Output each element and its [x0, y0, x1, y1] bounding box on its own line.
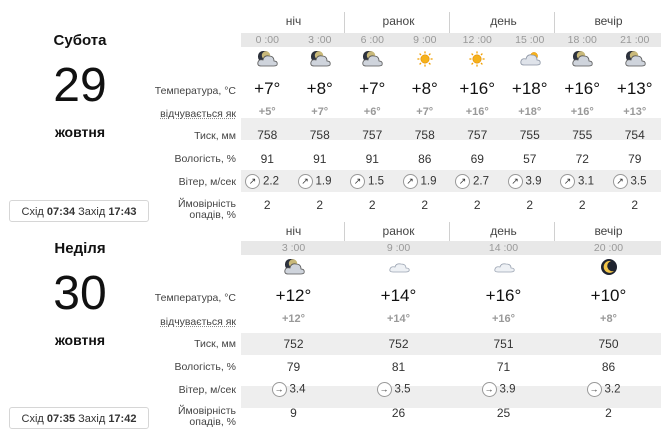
humidity-value: 57 — [523, 152, 537, 166]
pressure-value: 750 — [598, 337, 619, 351]
precip-label-line2: опадів, % — [189, 209, 236, 221]
sunrise-time: 07:34 — [46, 206, 76, 218]
pressure-value: 757 — [467, 128, 488, 142]
temperature-value: +8° — [411, 79, 438, 98]
hour-label: 3 :00 — [308, 34, 332, 46]
sunset-time: 17:42 — [108, 413, 137, 425]
precip-value: 2 — [578, 198, 586, 212]
wind-speed: 1.9 — [420, 175, 437, 188]
hours-bar — [241, 241, 661, 255]
period-header: вечір — [594, 14, 623, 28]
pressure-value: 751 — [493, 337, 514, 351]
sunrise-sunset — [9, 407, 149, 429]
humidity-value: 81 — [391, 360, 406, 374]
feels-like-value: +8° — [600, 313, 617, 325]
wind-direction-icon: → — [272, 382, 287, 397]
temperature-value: +8° — [306, 79, 333, 98]
feels-like-value: +7° — [416, 106, 434, 118]
pressure-value: 755 — [519, 128, 540, 142]
feels-like-value: +18° — [518, 106, 542, 118]
feels-like-value: +7° — [311, 106, 329, 118]
precip-value: 2 — [263, 198, 271, 212]
pressure-value: 757 — [362, 128, 383, 142]
pressure-label: Тиск, мм — [194, 130, 236, 142]
precip-label-line1: Ймовірність — [177, 405, 236, 417]
night-cloud-icon — [256, 50, 278, 68]
wind-speed: 3.9 — [525, 175, 542, 188]
humidity-label: Вологість, % — [174, 153, 236, 165]
sunrise-label: Схід — [21, 413, 44, 425]
wind-speed: 2.7 — [473, 175, 489, 188]
humidity-value: 86 — [601, 360, 616, 374]
period-header: ранок — [382, 224, 415, 238]
wind-direction-icon: ↗ — [350, 174, 365, 189]
sun-icon — [414, 50, 436, 68]
temperature-value: +7° — [359, 79, 386, 98]
humidity-value: 91 — [260, 152, 274, 166]
wind-value — [482, 382, 516, 397]
wind-speed: 3.5 — [394, 383, 411, 396]
precip-label-line2: опадів, % — [189, 416, 236, 428]
precip-value: 2 — [368, 198, 376, 212]
precip-label-line1: Ймовірність — [177, 198, 236, 210]
wind-direction-icon: ↗ — [245, 174, 260, 189]
row-labels — [148, 0, 240, 222]
wind-direction-icon: ↗ — [508, 174, 523, 189]
forecast-grid-sunday — [241, 220, 661, 444]
temperature-label: Температура, °C — [154, 85, 236, 97]
precip-value: 2 — [421, 198, 429, 212]
wind-speed: 3.2 — [604, 383, 621, 396]
cloud-icon — [493, 258, 515, 276]
pressure-value: 752 — [283, 337, 304, 351]
temperature-value: +10° — [590, 286, 627, 305]
day-month: жовтня — [54, 332, 106, 348]
feels-like-value: +13° — [623, 106, 647, 118]
period-divider — [554, 12, 555, 34]
temperature-value: +12° — [275, 286, 312, 305]
hour-label: 21 :00 — [620, 34, 650, 46]
feels-like-value: +16° — [570, 106, 594, 118]
precip-value: 25 — [496, 406, 511, 420]
moon-icon — [598, 258, 620, 276]
cloud-icon — [388, 258, 410, 276]
precip-value: 2 — [316, 198, 324, 212]
wind-direction-icon: → — [482, 382, 497, 397]
humidity-value: 69 — [470, 152, 484, 166]
feels-like-label[interactable]: відчувається як — [160, 316, 236, 328]
hour-label: 6 :00 — [360, 34, 384, 46]
wind-direction-icon: ↗ — [455, 174, 470, 189]
night-cloud-icon — [283, 258, 305, 276]
hour-label: 15 :00 — [515, 34, 545, 46]
precip-label — [178, 406, 236, 428]
sun-cloud-icon — [519, 50, 541, 68]
pressure-value: 752 — [388, 337, 409, 351]
night-cloud-icon — [624, 50, 646, 68]
day-month: жовтня — [54, 124, 106, 140]
period-header: вечір — [594, 224, 623, 238]
humidity-value: 79 — [286, 360, 301, 374]
hours-bar — [241, 33, 661, 47]
wind-value — [272, 382, 306, 397]
day-of-week: Неділя — [54, 240, 106, 257]
wind-speed: 1.9 — [315, 175, 332, 188]
forecast-grid-saturday — [241, 8, 661, 222]
precip-value: 9 — [290, 406, 297, 420]
hour-label: 9 :00 — [386, 242, 411, 254]
feels-like-value: +14° — [386, 313, 411, 325]
period-header: ранок — [382, 14, 415, 28]
wind-direction-icon: ↗ — [298, 174, 313, 189]
wind-value — [613, 174, 647, 189]
day-of-week: Субота — [53, 32, 107, 49]
wind-direction-icon: ↗ — [613, 174, 628, 189]
night-cloud-icon — [309, 50, 331, 68]
wind-speed: 3.5 — [630, 175, 647, 188]
row-labels — [148, 220, 240, 444]
wind-value — [298, 174, 332, 189]
sunset-label: Захід — [78, 413, 106, 425]
hour-label: 0 :00 — [255, 34, 279, 46]
period-header: ніч — [285, 14, 302, 28]
temperature-value: +16° — [564, 79, 601, 98]
temperature-value: +13° — [616, 79, 653, 98]
wind-direction-icon: ↗ — [560, 174, 575, 189]
night-cloud-icon — [361, 50, 383, 68]
temperature-value: +18° — [511, 79, 548, 98]
humidity-value: 91 — [365, 152, 379, 166]
wind-label: Вітер, м/сек — [178, 176, 236, 188]
humidity-value: 71 — [496, 360, 511, 374]
humidity-value: 91 — [313, 152, 327, 166]
temperature-value: +16° — [459, 79, 496, 98]
wind-speed: 3.1 — [578, 175, 594, 188]
hour-label: 14 :00 — [488, 242, 519, 254]
period-header: ніч — [285, 224, 302, 238]
pressure-label: Тиск, мм — [194, 338, 236, 350]
wind-value — [508, 174, 542, 189]
night-cloud-icon — [571, 50, 593, 68]
wind-label: Вітер, м/сек — [178, 384, 236, 396]
temperature-value: +16° — [485, 286, 522, 305]
period-header: день — [490, 224, 517, 238]
pressure-value: 758 — [414, 128, 435, 142]
wind-value — [377, 382, 411, 397]
feels-like-value: +16° — [465, 106, 489, 118]
wind-speed: 2.2 — [263, 175, 279, 188]
sunset-time: 17:43 — [108, 206, 137, 218]
temperature-value: +14° — [380, 286, 417, 305]
day-forecast-sunday — [0, 220, 667, 444]
sun-icon — [466, 50, 488, 68]
sunrise-time: 07:35 — [46, 413, 76, 425]
period-header: день — [490, 14, 517, 28]
sunset-label: Захід — [78, 206, 106, 218]
pressure-value: 755 — [572, 128, 593, 142]
precip-value: 2 — [473, 198, 481, 212]
feels-like-value: +12° — [281, 313, 306, 325]
hour-label: 9 :00 — [413, 34, 437, 46]
day-summary — [0, 0, 160, 222]
hour-label: 3 :00 — [281, 242, 306, 254]
pressure-value: 758 — [257, 128, 278, 142]
wind-value — [560, 174, 594, 189]
hour-label: 12 :00 — [462, 34, 492, 46]
wind-value — [350, 174, 384, 189]
precip-value: 2 — [631, 198, 639, 212]
precip-value: 26 — [391, 406, 406, 420]
feels-like-value: +5° — [258, 106, 276, 118]
wind-direction-icon: → — [377, 382, 392, 397]
humidity-value: 72 — [575, 152, 589, 166]
feels-like-label[interactable]: відчувається як — [160, 108, 236, 120]
temperature-label: Температура, °C — [154, 292, 236, 304]
wind-value — [403, 174, 437, 189]
humidity-label: Вологість, % — [174, 361, 236, 373]
hour-label: 20 :00 — [593, 242, 624, 254]
pressure-value: 754 — [624, 128, 645, 142]
day-date: 29 — [53, 59, 107, 112]
precip-value: 2 — [526, 198, 534, 212]
humidity-value: 79 — [628, 152, 642, 166]
wind-speed: 3.9 — [499, 383, 516, 396]
feels-like-value: +6° — [363, 106, 381, 118]
period-divider — [344, 12, 345, 34]
precip-value: 2 — [605, 406, 612, 420]
feels-like-value: +16° — [491, 313, 516, 325]
wind-value — [245, 174, 279, 189]
period-divider — [449, 12, 450, 34]
hour-label: 18 :00 — [567, 34, 597, 46]
wind-direction-icon: → — [587, 382, 602, 397]
wind-speed: 3.4 — [289, 383, 306, 396]
day-date: 30 — [53, 267, 107, 320]
wind-speed: 1.5 — [368, 175, 384, 188]
sunrise-label: Схід — [21, 206, 44, 218]
sunrise-sunset — [9, 200, 149, 222]
humidity-value: 86 — [418, 152, 432, 166]
pressure-value: 758 — [309, 128, 330, 142]
wind-value — [587, 382, 621, 397]
precip-label — [178, 199, 236, 221]
temperature-value: +7° — [254, 79, 281, 98]
day-summary — [0, 220, 160, 444]
wind-direction-icon: ↗ — [403, 174, 418, 189]
wind-value — [455, 174, 489, 189]
